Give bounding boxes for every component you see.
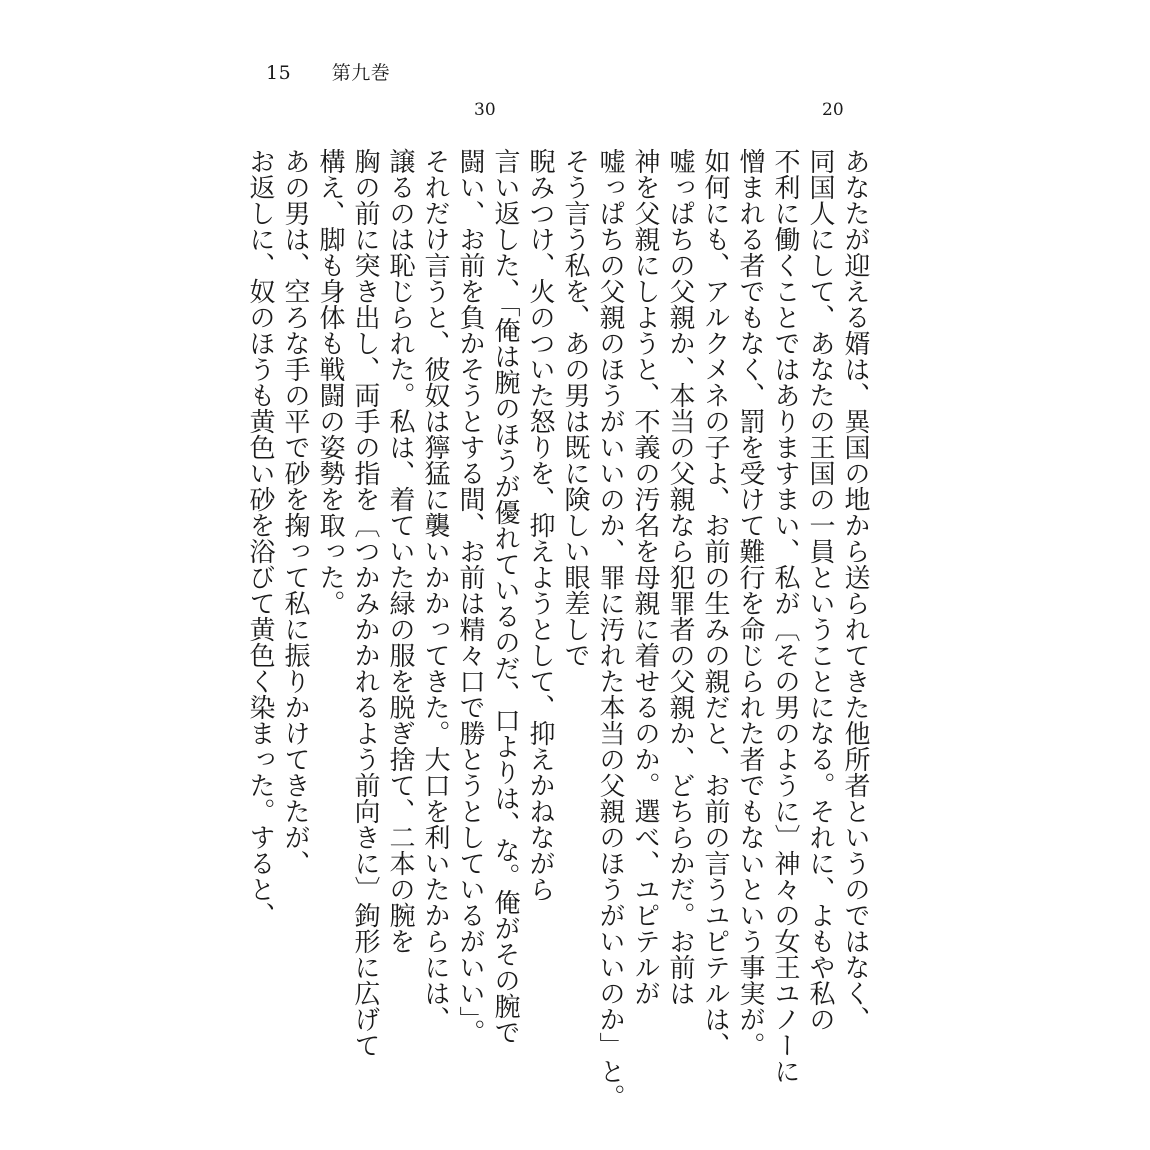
text-column: 神を父親にしようと、不義の汚名を母親に着せるのか。選べ、ユピテルが bbox=[630, 148, 660, 1006]
text-column: 嘘っぱちの父親か、本当の父親なら犯罪者の父親か、どちらかだ。お前は bbox=[665, 148, 695, 1006]
text-column: あなたが迎える婿は、異国の地から送られてきた他所者というのではなく、 bbox=[840, 148, 870, 1032]
text-column: 譲るのは恥じられた。私は、着ていた緑の服を脱ぎ捨て、二本の腕を bbox=[385, 148, 415, 954]
line-number-20: 20 bbox=[822, 100, 844, 120]
text-column: 如何にも、アルクメネの子よ、お前の生みの親だと、お前の言うユピテルは、 bbox=[700, 148, 730, 1058]
text-column: あの男は、空ろな手の平で砂を掬って私に振りかけてきたが、 bbox=[280, 148, 310, 876]
text-column: そう言う私を、あの男は既に険しい眼差しで bbox=[560, 148, 590, 668]
text-column: お返しに、奴のほうも黄色い砂を浴びて黄色く染まった。すると、 bbox=[245, 148, 275, 928]
line-number-30: 30 bbox=[474, 100, 496, 120]
page-header bbox=[266, 58, 390, 85]
text-column: 構え、脚も身体も戦闘の姿勢を取った。 bbox=[315, 148, 345, 616]
text-column: 憎まれる者でもなく、罰を受けて難行を命じられた者でもないという事実が。 bbox=[735, 148, 765, 1058]
text-column: 不利に働くことではありますまい、私が〔その男のように〕神々の女王ユノーに bbox=[770, 148, 800, 1084]
page-number: 15 bbox=[266, 62, 292, 84]
text-column: 胸の前に突き出し、両手の指を〔つかみかかれるよう前向きに〕鉤形に広げて bbox=[350, 148, 380, 1058]
text-column: 睨みつけ、火のついた怒りを、抑えようとして、抑えかねながら bbox=[525, 148, 555, 902]
text-column: それだけ言うと、彼奴は獰猛に襲いかかってきた。大口を利いたからには、 bbox=[420, 148, 450, 1032]
text-column: 同国人にして、あなたの王国の一員ということになる。それに、よもや私の bbox=[805, 148, 835, 1032]
text-column: 言い返した、「俺は腕のほうが優れているのだ、口よりは、な。俺がその腕で bbox=[490, 148, 520, 1045]
text-column: 闘い、お前を負かそうとする間、お前は精々口で勝とうとしているがいい」。 bbox=[455, 148, 485, 1045]
text-column: 嘘っぱちの父親のほうがいいのか、罪に汚れた本当の父親のほうがいいのか」と。 bbox=[595, 148, 625, 1110]
volume-title: 第九巻 bbox=[331, 62, 391, 84]
